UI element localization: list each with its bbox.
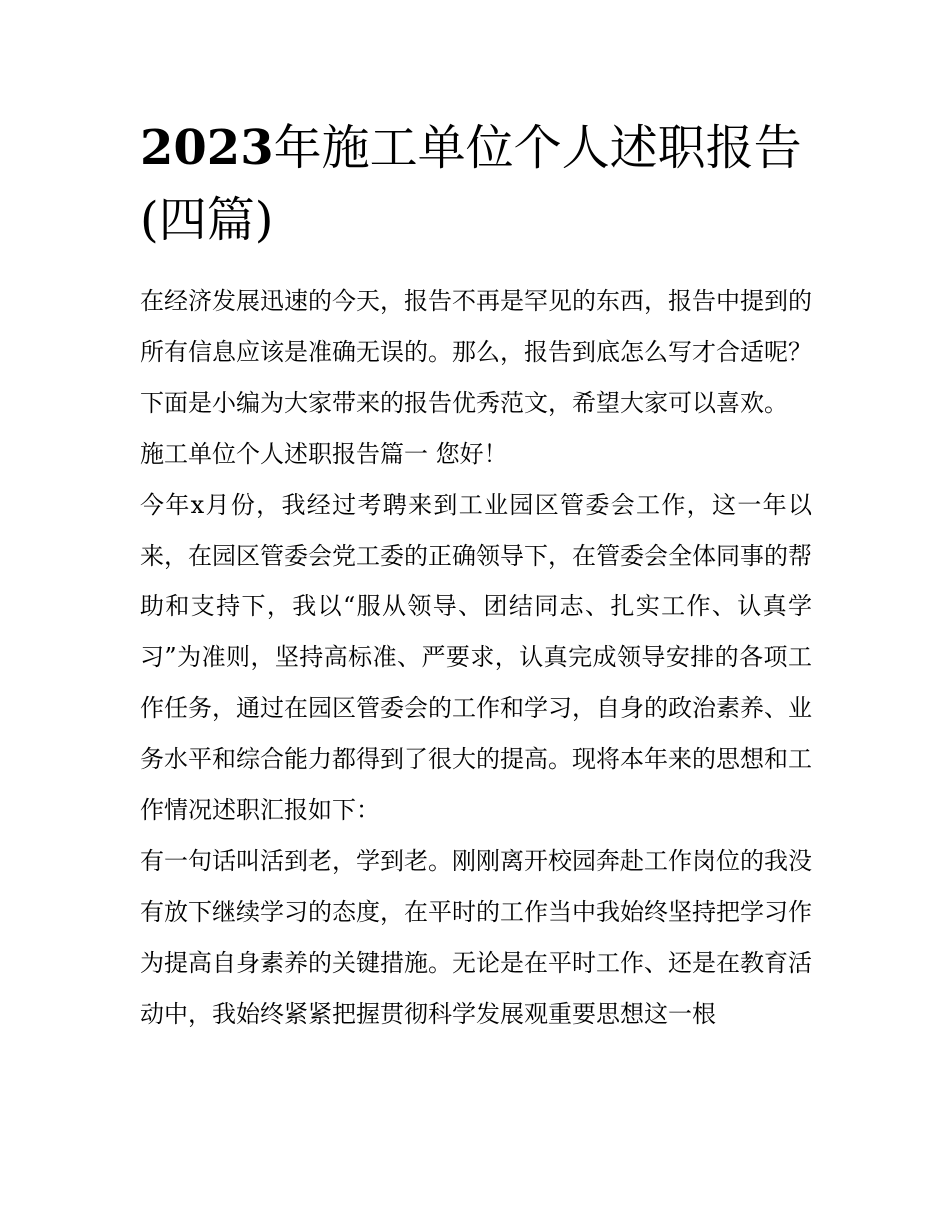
document-title bbox=[140, 112, 820, 256]
body-paragraph-1: 今年x月份，我经过考聘来到工业园区管委会工作，这一年以来，在园区管委会党工委的正确领导下，在管委会全体同事的帮助和支持下，我以“服从领导、团结同志、扎实工作、认真学习”为准则，坚持高标准、严要求，认真完成领导安排的各项工作任务，通过在园区管委会的工作和学习，自身的政治素养、业务水平和综合能力都得到了很大的提高。现将本年来的思想和工作情况述职汇报如下： bbox=[140, 490, 812, 825]
intro-paragraph: 在经济发展迅速的今天，报告不再是罕见的东西，报告中提到的所有信息应该是准确无误的。那么，报告到底怎么写才合适呢？下面是小编为大家带来的报告优秀范文，希望大家可以喜欢。 bbox=[140, 287, 812, 417]
title-year: 2023 bbox=[140, 120, 274, 176]
body-paragraph-2: 有一句话叫活到老，学到老。刚刚离开校园奔赴工作岗位的我没有放下继续学习的态度，在平时的工作当中我始终坚持把学习作为提高自身素养的关键措施。无论是在平时工作、还是在教育活动中，我始终紧紧把握贯彻科学发展观重要思想这一根 bbox=[140, 846, 812, 1028]
document-body bbox=[140, 276, 812, 1040]
title-text: 年施工单位个人述职报告(四篇) bbox=[140, 120, 802, 248]
section-heading-paragraph: 施工单位个人述职报告篇一 您好！ bbox=[140, 439, 508, 468]
